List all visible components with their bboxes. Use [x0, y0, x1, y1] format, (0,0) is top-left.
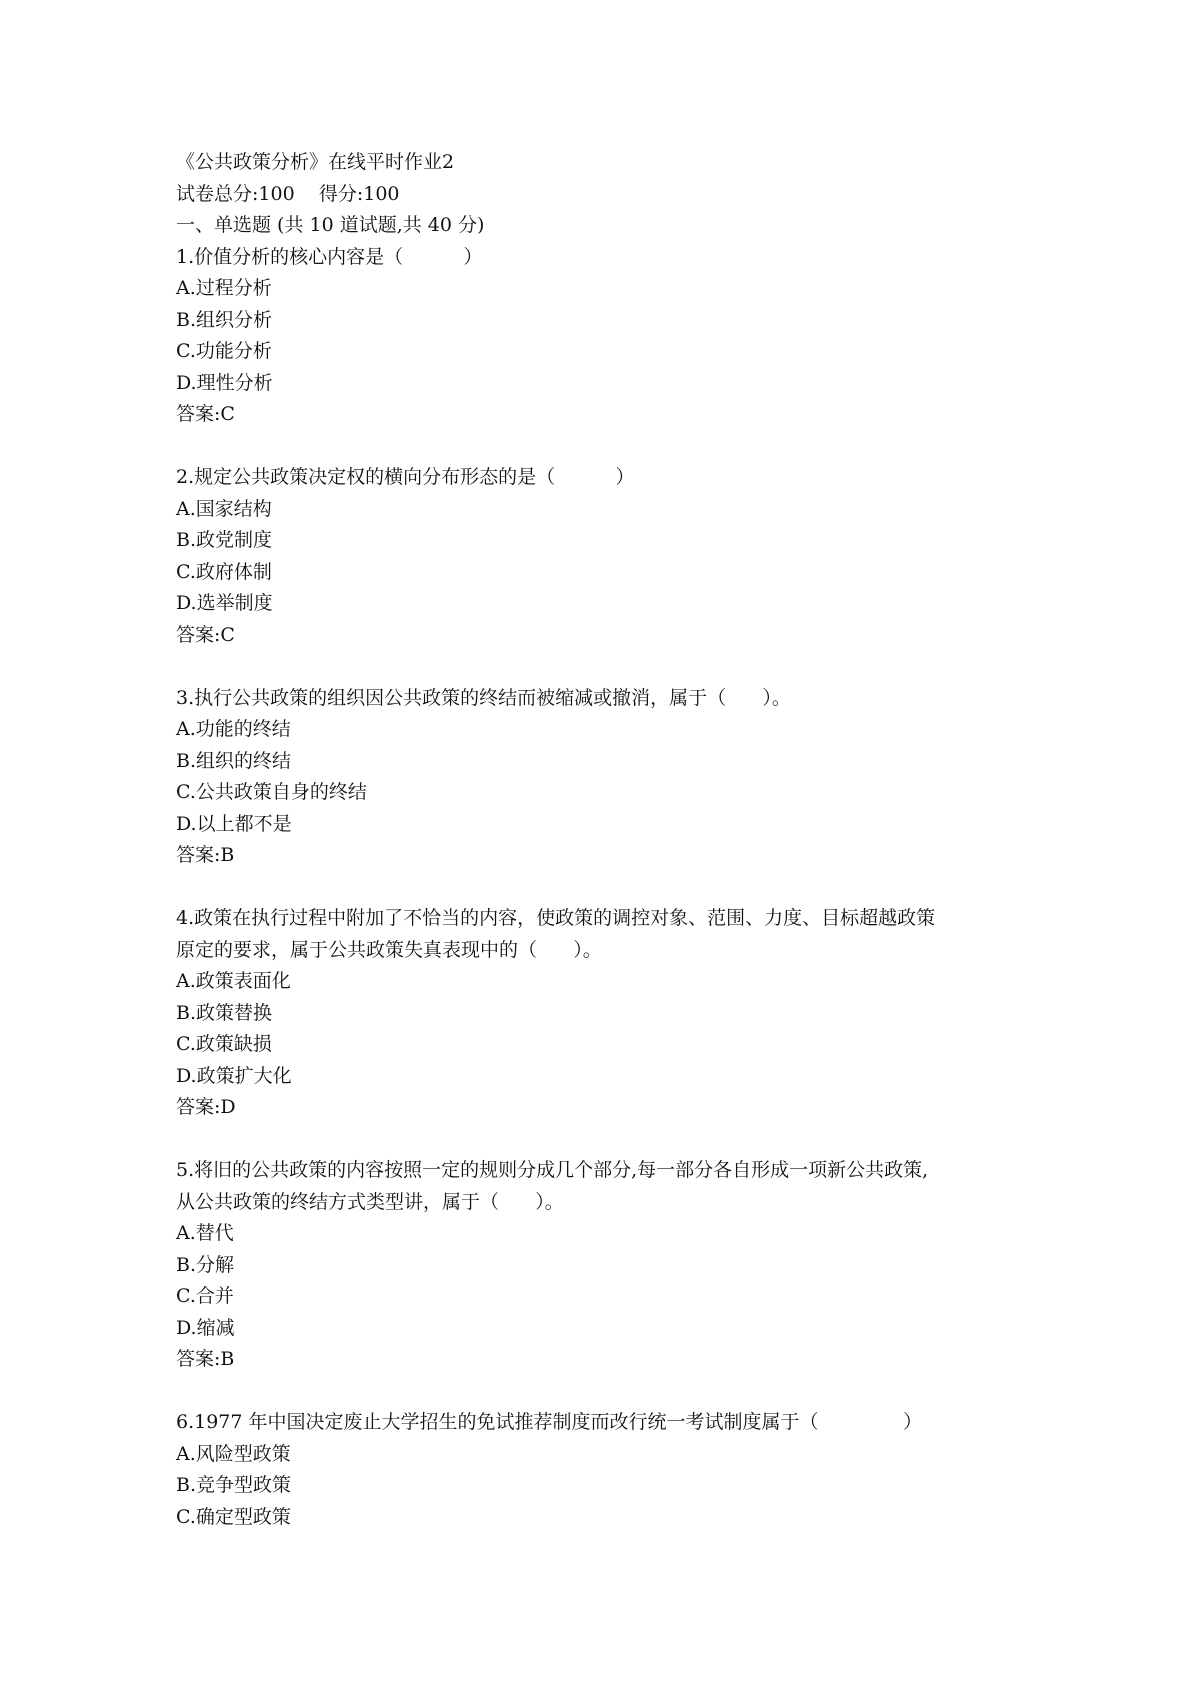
question-block	[176, 903, 1036, 1124]
answer-key: 答案:B	[176, 844, 235, 866]
question-block	[176, 683, 1036, 872]
answer-option: A.风险型政策	[176, 1442, 291, 1465]
answer-option: D.选举制度	[176, 592, 273, 614]
question-list	[176, 242, 1036, 1534]
answer-option: D.政策扩大化	[176, 1064, 292, 1087]
answer-option: A.功能的终结	[176, 718, 291, 740]
question-block	[176, 1155, 1036, 1376]
answer-option: B.组织的终结	[176, 749, 292, 772]
answer-option: B.分解	[176, 1253, 235, 1276]
answer-option: C.功能分析	[176, 340, 272, 362]
answer-option: B.组织分析	[176, 308, 273, 331]
question-stem: 2.规定公共政策决定权的横向分布形态的是（ ）	[176, 466, 635, 488]
answer-option: C.政府体制	[176, 560, 272, 583]
document-body	[176, 147, 1036, 1565]
answer-option: B.政策替换	[176, 1001, 273, 1024]
answer-option: D.缩减	[176, 1316, 235, 1339]
answer-key: 答案:D	[176, 1096, 236, 1118]
answer-option: A.政策表面化	[176, 970, 291, 992]
question-block	[176, 462, 1036, 651]
answer-key: 答案:C	[176, 623, 235, 646]
answer-option: A.国家结构	[176, 497, 272, 520]
answer-option: D.理性分析	[176, 371, 273, 394]
question-stem: 3.执行公共政策的组织因公共政策的终结而被缩减或撤消，属于（ ）。	[176, 686, 791, 709]
answer-option: D.以上都不是	[176, 812, 292, 835]
score-line: 试卷总分:100 得分:100	[176, 182, 400, 205]
answer-option: B.政党制度	[176, 529, 273, 551]
answer-option: C.公共政策自身的终结	[176, 781, 367, 803]
question-stem: 1.价值分析的核心内容是（ ）	[176, 245, 483, 268]
answer-option: B.竞争型政策	[176, 1474, 292, 1496]
answer-option: A.过程分析	[176, 277, 272, 299]
question-stem: 6.1977 年中国决定废止大学招生的免试推荐制度而改行统一考试制度属于（ ）	[176, 1411, 923, 1433]
question-stem: 从公共政策的终结方式类型讲，属于（ ）。	[176, 1190, 564, 1213]
question-stem: 原定的要求，属于公共政策失真表现中的（ ）。	[176, 938, 602, 961]
answer-option: C.合并	[176, 1285, 234, 1307]
question-stem: 5.将旧的公共政策的内容按照一定的规则分成几个部分,每一部分各自形成一项新公共政策,	[176, 1159, 929, 1181]
section-heading: 一、单选题 (共 10 道试题,共 40 分)	[176, 214, 485, 236]
answer-key: 答案:C	[176, 403, 235, 425]
document-title: 《公共政策分析》在线平时作业2	[176, 151, 455, 173]
answer-option: C.确定型政策	[176, 1505, 291, 1528]
question-block	[176, 242, 1036, 431]
question-stem: 4.政策在执行过程中附加了不恰当的内容，使政策的调控对象、范围、力度、目标超越政策	[176, 907, 936, 929]
question-block	[176, 1407, 1036, 1533]
answer-option: C.政策缺损	[176, 1033, 272, 1055]
answer-key: 答案:B	[176, 1348, 235, 1370]
answer-option: A.替代	[176, 1222, 234, 1244]
